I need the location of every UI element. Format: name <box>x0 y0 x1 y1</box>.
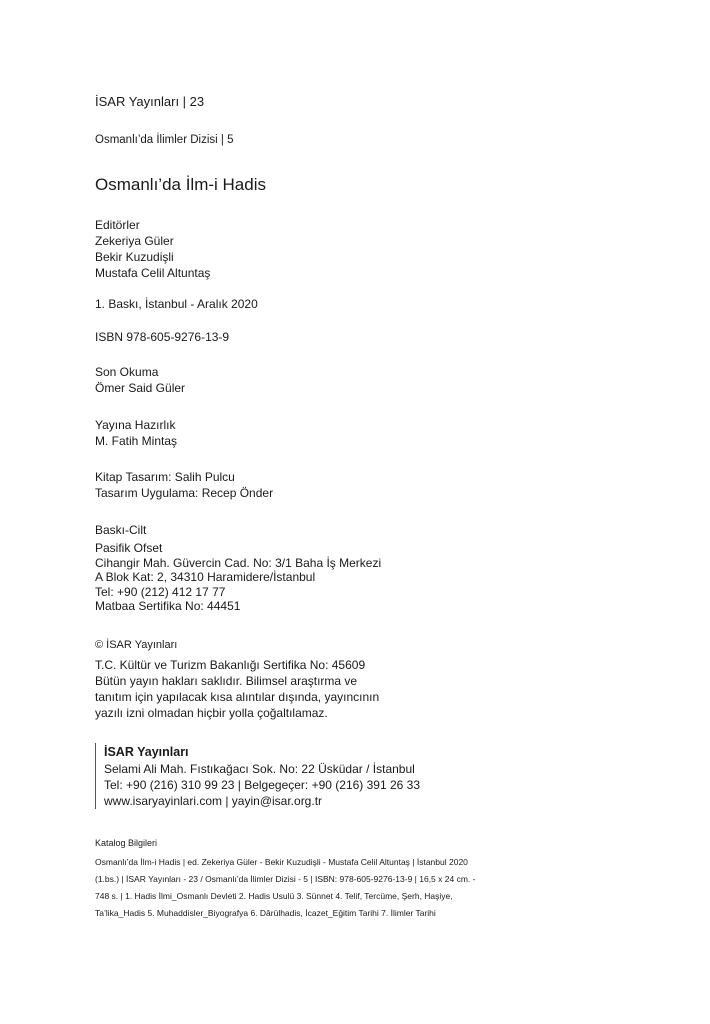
printing-block <box>95 522 381 614</box>
series-line: İSAR Yayınları | 23 <box>95 94 205 109</box>
catalog-line: (1.bs.) | İSAR Yayınları - 23 / Osmanlı’da İlimler Dizisi - 5 | ISBN: 978-605-9276-13-9 | 16,5 x 24 cm. - <box>95 874 476 884</box>
design-application-line: Tasarım Uygulama: Recep Önder <box>95 486 274 500</box>
copyright-line: yazılı izni olmadan hiçbir yolla çoğaltılamaz. <box>95 706 328 720</box>
preparation-label: Yayına Hazırlık <box>95 418 176 432</box>
catalog-line: Ta’lika_Hadis 5. Muhaddisler_Biyografya 6. Dârülhadis, İcazet_Eğitim Tarihi 7. İlimler Tarihi <box>95 908 436 918</box>
printing-line: Cihangir Mah. Güvercin Cad. No: 3/1 Baha İş Merkezi <box>95 555 382 570</box>
copyright-block <box>95 637 379 721</box>
copyright-line: tanıtım için yapılacak kısa alıntılar dışında, yayıncının <box>95 690 380 704</box>
printing-line: Tel: +90 (212) 412 17 77 <box>95 584 226 599</box>
isbn-line: ISBN 978-605-9276-13-9 <box>95 330 230 344</box>
printing-line: Pasifik Ofset <box>95 541 163 555</box>
editor-name: Bekir Kuzudişli <box>95 250 174 264</box>
editors-block <box>95 217 210 281</box>
copyright-label: © İSAR Yayınları <box>95 639 178 651</box>
printing-line: Matbaa Sertifika No: 44451 <box>95 599 241 613</box>
catalog-label: Katalog Bilgileri <box>95 838 158 848</box>
printing-label: Baskı-Cilt <box>95 523 147 537</box>
publisher-name: İSAR Yayınları <box>104 745 189 759</box>
copyright-line: T.C. Kültür ve Turizm Bakanlığı Sertifika No: 45609 <box>95 658 366 672</box>
copyright-line: Bütün yayın hakları saklıdır. Bilimsel araştırma ve <box>95 674 358 688</box>
subseries-line: Osmanlı’da İlimler Dizisi | 5 <box>95 134 234 146</box>
catalog-line: Osmanlı’da İlm-i Hadis | ed. Zekeriya Güler - Bekir Kuzudişli - Mustafa Celil Altuntaş | İstanbul 2020 <box>95 857 468 867</box>
preparation-block <box>95 417 177 449</box>
design-block <box>95 469 273 501</box>
proofreading-block <box>95 364 185 396</box>
cover-design-line: Kitap Tasarım: Salih Pulcu <box>95 470 235 484</box>
editors-label: Editörler <box>95 218 140 232</box>
book-title: Osmanlı’da İlm-i Hadis <box>95 175 266 194</box>
proofreading-name: Ömer Said Güler <box>95 381 186 395</box>
publisher-address: Selami Ali Mah. Fıstıkağacı Sok. No: 22 Üsküdar / İstanbul <box>104 762 415 776</box>
publisher-block <box>95 743 420 809</box>
editor-name: Mustafa Celil Altuntaş <box>95 266 211 280</box>
editor-name: Zekeriya Güler <box>95 234 174 248</box>
catalog-line: 748 s. | 1. Hadis İlmi_Osmanlı Devleti 2. Hadis Usulü 3. Sünnet 4. Telif, Tercüme, Şerh, Haşiye, <box>95 891 453 901</box>
edition-line: 1. Baskı, İstanbul - Aralık 2020 <box>95 297 258 311</box>
proofreading-label: Son Okuma <box>95 365 159 379</box>
printing-line: A Blok Kat: 2, 34310 Haramidere/İstanbul <box>95 570 316 584</box>
preparation-name: M. Fatih Mintaş <box>95 434 178 448</box>
catalog-block <box>95 834 615 922</box>
publisher-phone: Tel: +90 (216) 310 99 23 | Belgegeçer: +90 (216) 391 26 33 <box>104 778 421 792</box>
publisher-web: www.isaryayinlari.com | yayin@isar.org.tr <box>104 794 323 808</box>
